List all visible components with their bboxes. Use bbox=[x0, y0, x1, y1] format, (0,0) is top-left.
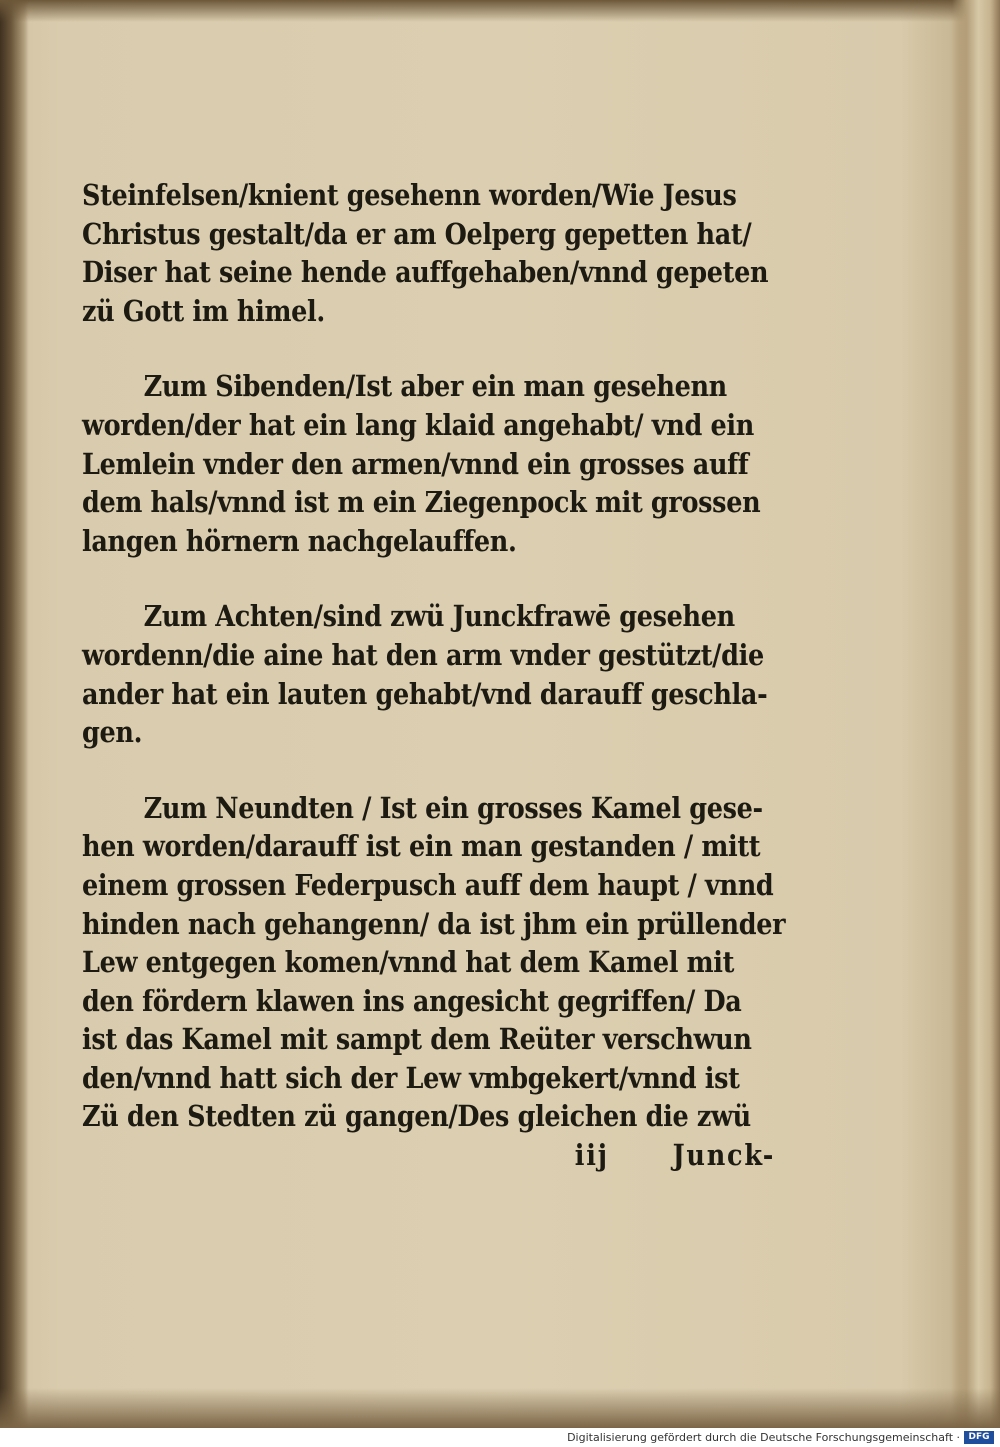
paragraph bbox=[82, 176, 769, 330]
text-line: hen worden/darauff ist ein man gestanden / mitt bbox=[82, 829, 761, 864]
text-line: Diser hat seine hende auffgehaben/vnnd gepeten bbox=[82, 255, 769, 290]
text-line: gen. bbox=[82, 715, 143, 750]
text-line: hinden nach gehangenn/ da ist jhm ein prüllender bbox=[82, 906, 786, 941]
text-line: Steinfelsen/knient gesehenn worden/Wie Jesus bbox=[82, 178, 737, 212]
text-line: Zü den Stedten zü gangen/Des gleichen die zwü bbox=[82, 1099, 751, 1134]
text-line: ist das Kamel mit sampt dem Reüter verschwun bbox=[82, 1022, 752, 1057]
page-gutter-shadow bbox=[0, 0, 28, 1428]
text-line: Zum Achten/sind zwü Junckfrawē gesehen bbox=[143, 599, 735, 634]
paragraph bbox=[82, 597, 768, 751]
signature-and-catchword-line bbox=[82, 1136, 776, 1175]
text-line: ander hat ein lauten gehabt/vnd darauff geschla- bbox=[82, 676, 768, 711]
text-line: worden/der hat ein lang klaid angehabt/ vnd ein bbox=[82, 407, 754, 442]
page-bottom-edge bbox=[0, 1388, 1000, 1428]
text-line: den fördern klawen ins angesicht gegriffen/ Da bbox=[82, 983, 742, 1018]
text-line: den/vnnd hatt sich der Lew vmbgekert/vnnd ist bbox=[82, 1060, 740, 1095]
paragraph bbox=[82, 367, 761, 560]
catchword: Junck- bbox=[672, 1138, 776, 1173]
text-line: Christus gestalt/da er am Oelperg gepetten hat/ bbox=[82, 216, 752, 251]
text-line: Zum Neundten / Ist ein grosses Kamel gese- bbox=[143, 790, 763, 825]
text-line: Lemlein vnder den armen/vnnd ein grosses auff bbox=[82, 446, 749, 481]
dfg-logo-icon: DFG bbox=[964, 1431, 994, 1444]
text-line: dem hals/vnnd ist m ein Ziegenpock mit grossen bbox=[82, 485, 761, 520]
text-line: Lew entgegen komen/vnnd hat dem Kamel mit bbox=[82, 945, 735, 980]
text-line: langen hörnern nachgelauffen. bbox=[82, 523, 517, 558]
page-top-edge bbox=[0, 0, 1000, 22]
paragraph bbox=[82, 789, 786, 1136]
text-line: einem grossen Federpusch auff dem haupt / vnnd bbox=[82, 867, 774, 902]
signature-mark: iij bbox=[574, 1138, 609, 1173]
funding-credit: Digitalisierung gefördert durch die Deutsche Forschungsgemeinschaft · bbox=[567, 1431, 960, 1444]
body-text bbox=[82, 176, 786, 1175]
footer-bar bbox=[0, 1428, 1000, 1447]
text-line: zü Gott im himel. bbox=[82, 293, 325, 328]
text-line: Zum Sibenden/Ist aber ein man gesehenn bbox=[143, 369, 727, 404]
page-right-edge bbox=[952, 0, 1000, 1428]
text-line: wordenn/die aine hat den arm vnder gestützt/die bbox=[82, 637, 764, 672]
